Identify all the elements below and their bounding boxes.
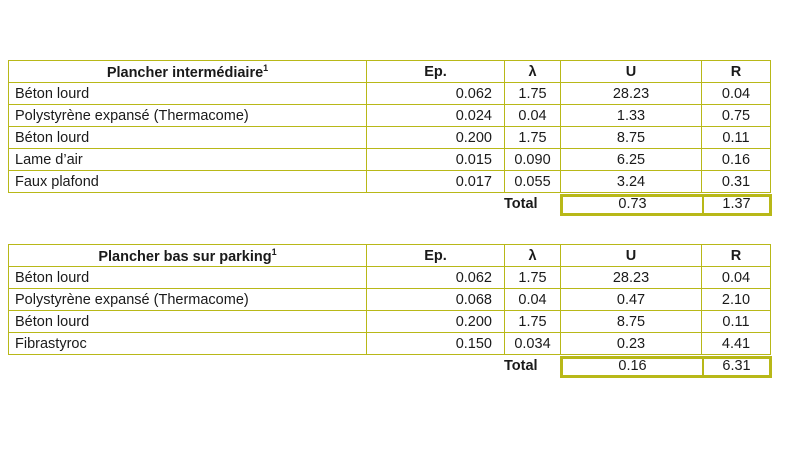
lambda-value: 0.090 — [505, 149, 561, 171]
table-row — [9, 127, 771, 149]
total-label: Total — [504, 196, 538, 212]
table-row — [9, 171, 771, 193]
r-value: 2.10 — [702, 289, 771, 311]
u-value: 6.25 — [561, 149, 702, 171]
header-row — [9, 245, 771, 267]
lambda-value: 1.75 — [505, 267, 561, 289]
material-name: Béton lourd — [9, 267, 367, 289]
material-name: Lame d’air — [9, 149, 367, 171]
r-value: 0.16 — [702, 149, 771, 171]
header-r: R — [702, 61, 771, 83]
ep-value: 0.062 — [367, 83, 505, 105]
total-r-value: 6.31 — [722, 358, 751, 374]
lambda-value: 0.04 — [505, 289, 561, 311]
r-value: 0.11 — [702, 127, 771, 149]
u-value: 28.23 — [561, 83, 702, 105]
ep-value: 0.017 — [367, 171, 505, 193]
r-value: 4.41 — [702, 333, 771, 355]
total-u-value: 0.16 — [563, 359, 704, 375]
header-row — [9, 61, 771, 83]
ep-value: 0.068 — [367, 289, 505, 311]
lambda-value: 0.04 — [505, 105, 561, 127]
total-row — [8, 193, 770, 219]
material-name: Faux plafond — [9, 171, 367, 193]
table-title: Plancher intermédiaire$^1$ — [9, 61, 367, 83]
ep-value: 0.200 — [367, 127, 505, 149]
ep-value: 0.150 — [367, 333, 505, 355]
table-row — [9, 311, 771, 333]
table-row — [9, 267, 771, 289]
lambda-value: 1.75 — [505, 311, 561, 333]
material-name: Fibrastyroc — [9, 333, 367, 355]
lambda-value: 1.75 — [505, 83, 561, 105]
table-row — [9, 289, 771, 311]
header-ep: Ep. — [367, 245, 505, 267]
u-value: 28.23 — [561, 267, 702, 289]
material-name: Polystyrène expansé (Thermacome) — [9, 105, 367, 127]
material-name: Béton lourd — [9, 311, 367, 333]
header-u: U — [561, 245, 702, 267]
r-value: 0.04 — [702, 267, 771, 289]
material-name: Béton lourd — [9, 83, 367, 105]
r-value: 0.31 — [702, 171, 771, 193]
total-label: Total — [504, 358, 538, 374]
u-value: 0.23 — [561, 333, 702, 355]
table-plancher-intermediaire — [8, 60, 770, 219]
data-table — [8, 60, 771, 193]
data-table — [8, 244, 771, 355]
ep-value: 0.062 — [367, 267, 505, 289]
total-r-value: 1.37 — [722, 196, 751, 212]
total-row — [8, 355, 770, 381]
r-value: 0.11 — [702, 311, 771, 333]
table-row — [9, 83, 771, 105]
table-row — [9, 105, 771, 127]
table-row — [9, 333, 771, 355]
header-ep: Ep. — [367, 61, 505, 83]
ep-value: 0.024 — [367, 105, 505, 127]
total-u-value: 0.73 — [563, 197, 704, 213]
lambda-value: 0.034 — [505, 333, 561, 355]
r-value: 0.04 — [702, 83, 771, 105]
ep-value: 0.200 — [367, 311, 505, 333]
table-title: Plancher bas sur parking$^1$ — [9, 245, 367, 267]
lambda-value: 1.75 — [505, 127, 561, 149]
total-box — [560, 194, 772, 216]
table-row — [9, 149, 771, 171]
material-name: Polystyrène expansé (Thermacome) — [9, 289, 367, 311]
u-value: 1.33 — [561, 105, 702, 127]
header-lambda: λ — [505, 245, 561, 267]
lambda-value: 0.055 — [505, 171, 561, 193]
material-name: Béton lourd — [9, 127, 367, 149]
header-r: R — [702, 245, 771, 267]
header-u: U — [561, 61, 702, 83]
header-lambda: λ — [505, 61, 561, 83]
u-value: 3.24 — [561, 171, 702, 193]
u-value: 8.75 — [561, 127, 702, 149]
table-plancher-bas-parking — [8, 244, 770, 381]
ep-value: 0.015 — [367, 149, 505, 171]
r-value: 0.75 — [702, 105, 771, 127]
u-value: 8.75 — [561, 311, 702, 333]
total-box — [560, 356, 772, 378]
u-value: 0.47 — [561, 289, 702, 311]
